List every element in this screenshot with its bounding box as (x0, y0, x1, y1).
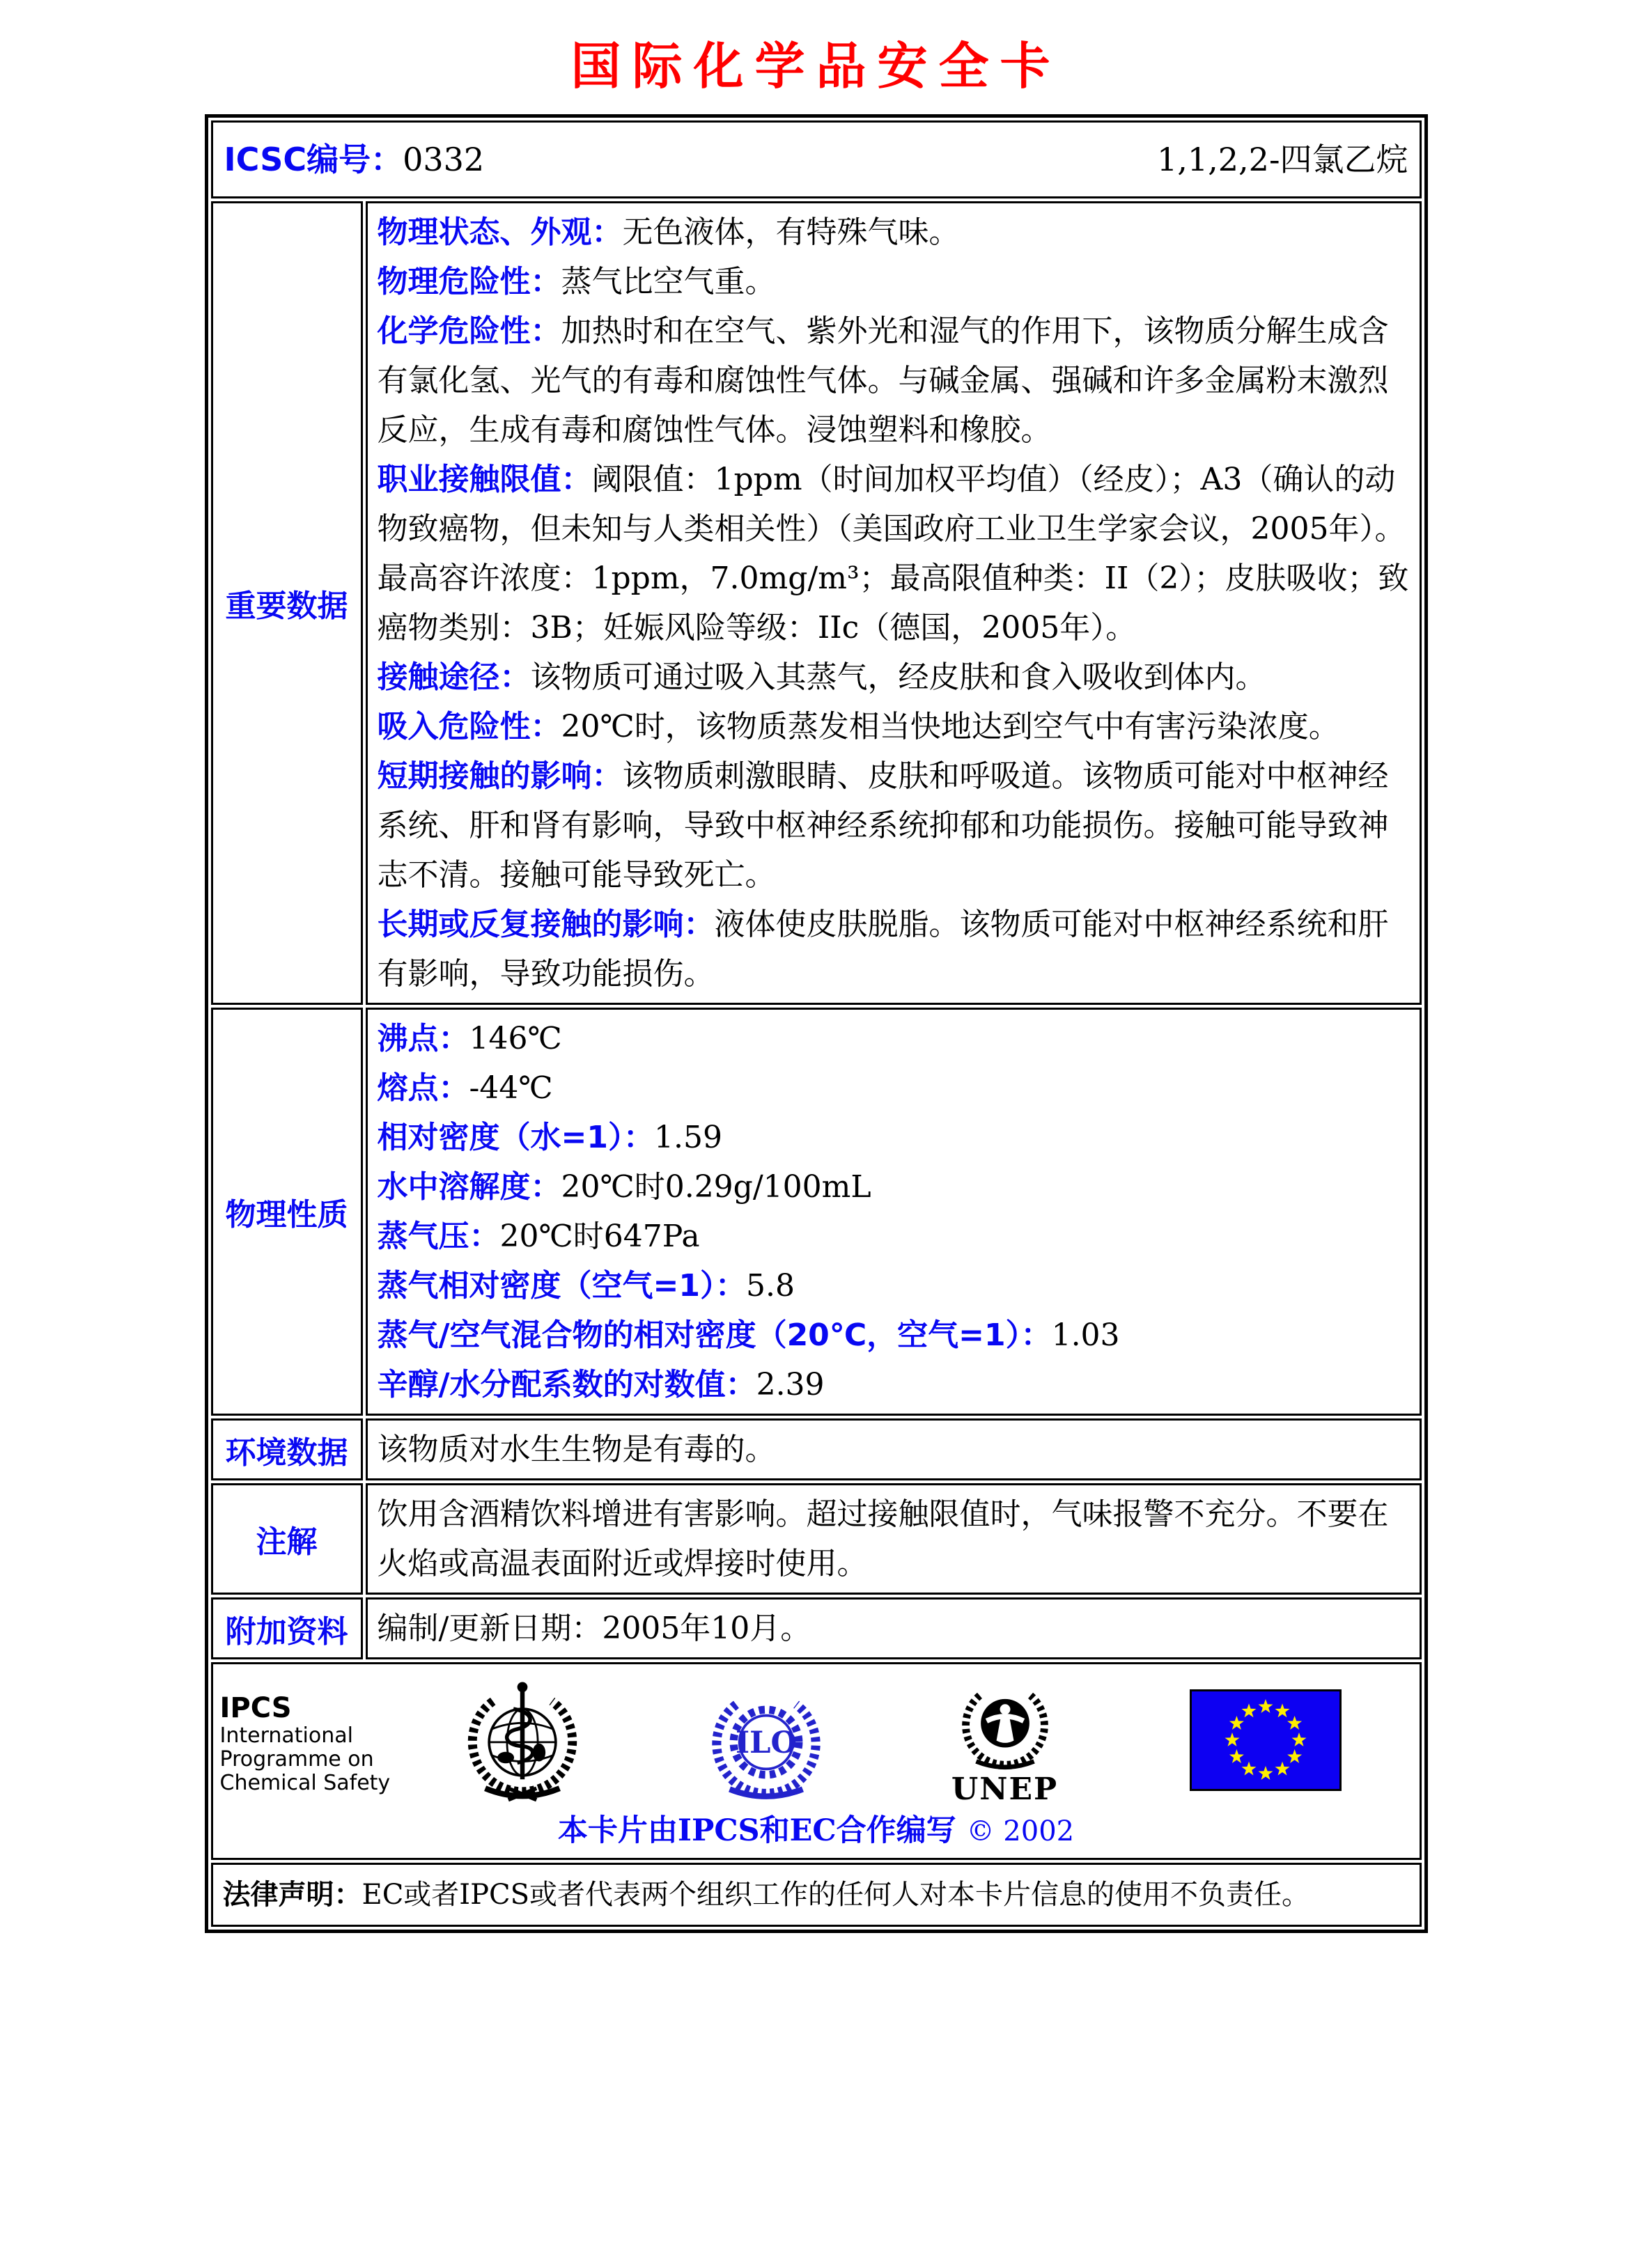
icsc-table (205, 114, 1428, 1933)
labeled-item (378, 257, 1410, 306)
labeled-item (378, 1162, 1410, 1212)
field-label: 沸点： (377, 1021, 469, 1056)
legal-cell (211, 1863, 1422, 1927)
field-label: 接触途径： (377, 659, 531, 695)
additional-info-row-label: 附加资料 (211, 1597, 363, 1659)
labeled-item (378, 702, 1410, 751)
unep-logo-block (946, 1677, 1064, 1805)
labeled-item (378, 455, 1410, 652)
header-row (211, 120, 1422, 198)
field-value: 20℃时0.29g/100mL (561, 1169, 871, 1205)
additional-info-content (366, 1597, 1422, 1659)
who-logo-icon (458, 1675, 586, 1808)
environment-data-content (366, 1418, 1422, 1480)
svg-text:ILO: ILO (735, 1725, 797, 1760)
legal-label: 法律声明： (222, 1879, 362, 1911)
field-value: 5.8 (745, 1268, 795, 1304)
labeled-item (378, 1360, 1410, 1409)
ipcs-line-2: Programme on (219, 1747, 374, 1772)
field-label: 吸入危险性： (377, 709, 561, 744)
field-value: 无色液体，有特殊气味。 (622, 214, 960, 250)
field-label: 蒸气压： (377, 1219, 500, 1254)
field-label: 化学危险性： (377, 313, 561, 349)
labeled-item (378, 306, 1410, 455)
eu-flag-icon (1190, 1689, 1342, 1791)
caption-copyright: © 2002 (966, 1815, 1075, 1847)
field-label: 水中溶解度： (377, 1169, 561, 1205)
environment-data-row (211, 1418, 1422, 1480)
labeled-item (378, 1212, 1410, 1261)
field-value: 20℃时647Pa (499, 1219, 700, 1254)
field-value: 蒸气比空气重。 (561, 264, 776, 299)
field-label: 辛醇/水分配系数的对数值： (377, 1367, 756, 1402)
logos-cell (211, 1662, 1422, 1860)
field-value: 1.59 (653, 1120, 722, 1155)
legal-row (211, 1863, 1422, 1927)
field-label: 相对密度（水=1）： (377, 1120, 654, 1155)
field-label: 蒸气/空气混合物的相对密度（20℃，空气=1）： (377, 1317, 1052, 1353)
legal-text: EC或者IPCS或者代表两个组织工作的任何人对本卡片信息的使用不负责任。 (362, 1879, 1310, 1911)
field-value: 阈限值：1ppm（时间加权平均值）（经皮）；A3（确认的动物致癌物，但未知与人类相关性）（美国政府工业卫生学家会议，2005年）。最高容许浓度：1ppm，7.0mg/m³；最高限值种类：II（2）；皮肤吸收；致癌物类别：3B；妊娠风险等级：IIc（德国，2005年）。 (377, 462, 1409, 646)
logos-row (211, 1662, 1422, 1860)
ilo-logo-icon (701, 1681, 832, 1804)
important-data-row-label: 重要数据 (211, 201, 363, 1005)
icsc-number-group (224, 141, 485, 178)
physical-properties-content (366, 1008, 1422, 1416)
notes-content (366, 1483, 1422, 1595)
icsc-number-value: 0332 (403, 141, 485, 178)
chemical-name: 1,1,2,2-四氯乙烷 (1157, 141, 1408, 178)
notes-text: 饮用含酒精饮料增进有害影响。超过接触限值时，气味报警不充分。不要在火焰或高温表面附近或焊接时使用。 (377, 1496, 1389, 1581)
physical-properties-row (211, 1008, 1422, 1416)
additional-info-text: 编制/更新日期：2005年10月。 (377, 1611, 811, 1646)
labeled-item (378, 652, 1410, 702)
field-label: 蒸气相对密度（空气=1）： (377, 1268, 746, 1304)
cooperation-caption (213, 1814, 1420, 1848)
labeled-item (378, 1261, 1410, 1311)
ipcs-title: IPCS (219, 1692, 292, 1724)
icsc-document-page (0, 36, 1632, 2268)
important-data-content (366, 201, 1422, 1005)
icsc-number-label: ICSC编号： (224, 141, 403, 178)
field-value: -44℃ (469, 1070, 553, 1106)
labeled-item (378, 900, 1410, 999)
field-value: 146℃ (469, 1021, 562, 1056)
labeled-item (378, 1014, 1410, 1063)
ipcs-line-1: International (219, 1723, 353, 1748)
field-value: 液体使皮肤脱脂。该物质可能对中枢神经系统和肝有影响，导致功能损伤。 (377, 907, 1389, 992)
unep-wordmark: UNEP (951, 1772, 1059, 1807)
field-value: 1.03 (1051, 1317, 1120, 1353)
field-label: 长期或反复接触的影响： (377, 907, 715, 942)
field-value: 该物质刺激眼睛、皮肤和呼吸道。该物质可能对中枢神经系统、肝和肾有影响，导致中枢神经系统抑郁和功能损伤。接触可能导致神志不清。接触可能导致死亡。 (377, 758, 1389, 893)
field-value: 该物质可通过吸入其蒸气，经皮肤和食入吸收到体内。 (530, 659, 1266, 695)
labeled-item (378, 1311, 1410, 1360)
field-label: 职业接触限值： (377, 462, 592, 497)
field-label: 物理危险性： (377, 264, 561, 299)
environment-data-text: 该物质对水生生物是有毒的。 (377, 1432, 776, 1467)
field-value: 2.39 (756, 1367, 825, 1402)
labeled-item (378, 1113, 1410, 1162)
field-label: 熔点： (377, 1070, 469, 1106)
labeled-item (378, 751, 1410, 900)
field-label: 物理状态、外观： (377, 214, 623, 250)
ipcs-line-3: Chemical Safety (219, 1771, 391, 1795)
labeled-item (378, 1063, 1410, 1113)
labeled-item (378, 208, 1410, 257)
notes-row (211, 1483, 1422, 1595)
page-title: 国际化学品安全卡 (570, 36, 1062, 95)
field-value: 20℃时，该物质蒸发相当快地达到空气中有害污染浓度。 (561, 709, 1339, 744)
important-data-row (211, 201, 1422, 1005)
notes-row-label: 注解 (211, 1483, 363, 1595)
environment-data-row-label: 环境数据 (211, 1418, 363, 1480)
field-label: 短期接触的影响： (377, 758, 623, 794)
additional-info-row (211, 1597, 1422, 1659)
field-value: 加热时和在空气、紫外光和湿气的作用下，该物质分解生成含有氯化氢、光气的有毒和腐蚀性气体。与碱金属、强碱和许多金属粉末激烈反应，生成有毒和腐蚀性气体。浸蚀塑料和橡胶。 (377, 313, 1389, 448)
header-cell (211, 120, 1422, 198)
caption-text: 本卡片由IPCS和EC合作编写 (557, 1813, 956, 1848)
physical-properties-row-label: 物理性质 (211, 1008, 363, 1416)
unep-logo-icon (947, 1677, 1063, 1774)
ipcs-text-block (220, 1692, 391, 1795)
